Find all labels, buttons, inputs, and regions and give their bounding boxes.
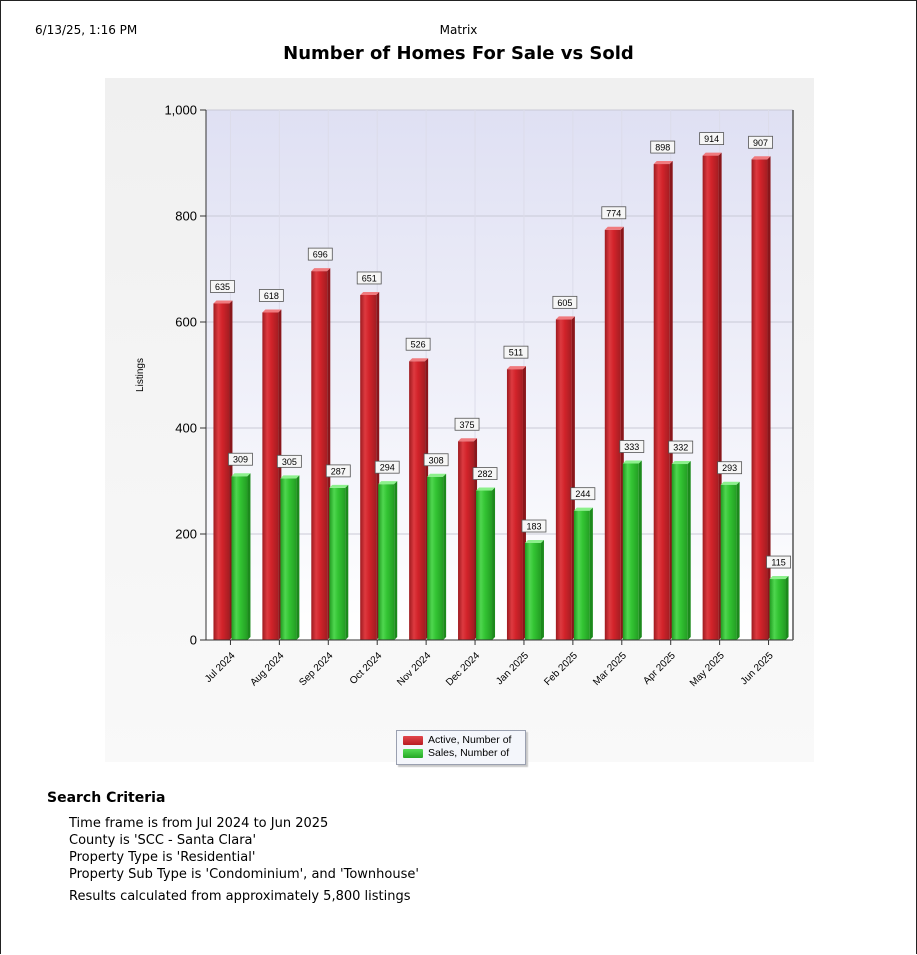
source-label: Matrix	[439, 23, 478, 37]
bar-side	[296, 475, 299, 640]
y-tick-label: 0	[189, 632, 197, 648]
bar-top	[378, 481, 397, 484]
data-label: 898	[655, 142, 671, 153]
legend-label-active: Active, Number of	[428, 734, 512, 746]
bar-side	[590, 508, 593, 640]
y-tick-label: 400	[175, 420, 197, 436]
data-label: 287	[330, 466, 346, 477]
y-tick-label: 800	[175, 208, 197, 224]
criteria-result: Results calculated from approximately 5,800 listings	[69, 889, 411, 904]
x-tick-label: May 2025	[687, 650, 727, 690]
bar-active	[262, 312, 278, 640]
data-label: 305	[281, 456, 297, 467]
bar-top	[654, 161, 673, 164]
legend-swatch-active	[403, 736, 423, 745]
bar-top	[623, 461, 642, 464]
legend-item-active	[403, 734, 511, 746]
data-label: 375	[459, 419, 475, 430]
bar-active	[703, 156, 719, 640]
bar-active	[507, 369, 523, 640]
bar-active	[409, 361, 425, 640]
bar-sales	[721, 485, 737, 640]
bar-top	[525, 540, 544, 543]
bar-active	[605, 230, 621, 640]
data-label: 244	[575, 489, 591, 500]
legend-item-sales	[403, 747, 509, 759]
bar-top	[262, 309, 281, 312]
criteria-line: County is 'SCC - Santa Clara'	[69, 833, 257, 848]
x-tick-label: Feb 2025	[542, 650, 580, 689]
x-tick-label: Jun 2025	[738, 650, 776, 688]
data-label: 332	[673, 442, 689, 453]
bar-active	[311, 271, 327, 640]
bar-sales	[476, 491, 492, 640]
bar-top	[360, 292, 379, 295]
bar-sales	[378, 484, 394, 640]
bar-top	[672, 461, 691, 464]
bar-side	[737, 482, 740, 640]
bar-chart	[105, 78, 814, 762]
bar-side	[639, 461, 642, 640]
x-tick-label: Dec 2024	[444, 650, 483, 689]
bar-top	[476, 488, 495, 491]
bar-side	[394, 481, 397, 640]
data-label: 696	[312, 249, 328, 260]
data-label: 333	[624, 442, 640, 453]
bar-side	[688, 461, 691, 640]
bar-active	[556, 319, 572, 640]
bar-side	[492, 488, 495, 640]
legend-swatch-sales	[403, 749, 423, 758]
data-label: 774	[606, 208, 622, 219]
x-tick-label: Aug 2024	[248, 650, 287, 689]
y-tick-label: 600	[175, 314, 197, 330]
bar-top	[752, 156, 771, 159]
bar-sales	[231, 476, 247, 640]
bar-top	[770, 576, 789, 579]
bar-top	[507, 366, 526, 369]
bar-top	[427, 474, 446, 477]
data-label: 115	[771, 557, 786, 568]
data-label: 294	[379, 462, 395, 473]
bar-side	[247, 473, 250, 640]
bar-top	[409, 358, 428, 361]
bar-top	[556, 316, 575, 319]
search-criteria-title: Search Criteria	[47, 790, 166, 806]
y-tick-label: 200	[175, 526, 197, 542]
bar-side	[786, 576, 789, 640]
data-label: 308	[428, 455, 444, 466]
data-label: 511	[508, 347, 524, 358]
data-label: 635	[214, 281, 230, 292]
bar-top	[703, 153, 722, 156]
bar-top	[574, 508, 593, 511]
bar-top	[311, 268, 330, 271]
x-tick-label: Nov 2024	[395, 650, 434, 689]
bar-sales	[623, 464, 639, 640]
data-label: 605	[557, 297, 573, 308]
bar-top	[231, 473, 250, 476]
bar-active	[458, 441, 474, 640]
bar-sales	[329, 488, 345, 640]
data-label: 907	[753, 137, 769, 148]
data-label: 183	[526, 521, 542, 532]
bar-active	[752, 159, 768, 640]
x-tick-label: Oct 2024	[347, 650, 385, 687]
bar-active	[213, 303, 229, 640]
search-criteria-list	[69, 815, 419, 905]
data-label: 309	[232, 454, 248, 465]
data-label: 651	[361, 273, 377, 284]
bar-top	[280, 475, 299, 478]
bar-top	[458, 438, 477, 441]
x-tick-label: Sep 2024	[297, 650, 336, 689]
data-label: 526	[410, 339, 426, 350]
bar-sales	[672, 464, 688, 640]
bar-sales	[280, 478, 296, 640]
x-tick-label: Apr 2025	[641, 650, 678, 687]
x-tick-label: Jan 2025	[494, 650, 532, 688]
y-tick-label: 1,000	[164, 102, 197, 118]
data-label: 282	[477, 469, 493, 480]
bar-side	[541, 540, 544, 640]
bar-active	[360, 295, 376, 640]
chart-legend	[396, 730, 526, 765]
bar-top	[605, 227, 624, 230]
bar-sales	[574, 511, 590, 640]
bar-active	[654, 164, 670, 640]
bar-sales	[427, 477, 443, 640]
bar-side	[443, 474, 446, 640]
x-tick-label: Mar 2025	[591, 650, 629, 688]
chart-title: Number of Homes For Sale vs Sold	[283, 43, 634, 64]
data-label: 618	[263, 290, 279, 301]
bar-side	[345, 485, 348, 640]
bar-top	[721, 482, 740, 485]
criteria-line: Property Type is 'Residential'	[69, 850, 256, 865]
bar-sales	[770, 579, 786, 640]
y-axis-label: Listings	[135, 358, 146, 392]
criteria-line: Property Sub Type is 'Condominium', and 'Townhouse'	[69, 867, 419, 882]
bar-top	[213, 300, 232, 303]
print-timestamp: 6/13/25, 1:16 PM	[35, 23, 138, 37]
criteria-line: Time frame is from Jul 2024 to Jun 2025	[69, 816, 329, 831]
data-label: 293	[722, 463, 738, 474]
data-label: 914	[704, 134, 720, 145]
bar-sales	[525, 543, 541, 640]
legend-label-sales: Sales, Number of	[428, 747, 510, 759]
x-tick-label: Jul 2024	[203, 650, 238, 685]
bar-top	[329, 485, 348, 488]
